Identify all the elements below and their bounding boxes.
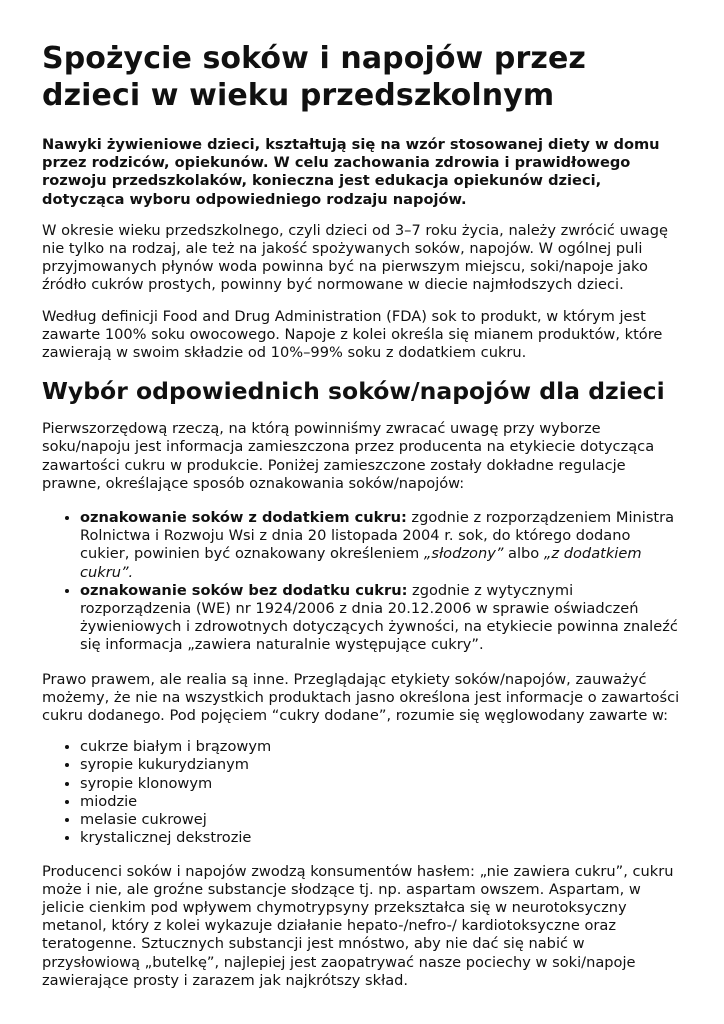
term-without-sugar: oznakowanie soków bez dodatku cukru: (80, 581, 408, 599)
desc-without-sugar: zgodnie z wytycznymi rozporządzenia (WE) nr 1924/2006 z dnia 20.12.2006 w sprawie oświadczeń żywieniowych i zdrowotnych dotyczących żywności, na etykiecie powinna znaleźć się informacja „zawiera naturalnie występujące cukry”. (80, 581, 678, 654)
desc-or: albo (503, 545, 544, 563)
list-item: • krystalicznej dekstrozie (80, 829, 682, 847)
lead-paragraph: Nawyki żywieniowe dzieci, kształtują się na wzór stosowanej diety w domu przez rodziców, opiekunów. W celu zachowania zdrowia i prawidłowego rozwoju przedszkolaków, konieczna jest edukacja opiekunów dzieci, dotycząca wyboru odpowiedniego rodzaju napojów. (42, 136, 660, 208)
paragraph-sweeteners: Producenci soków i napojów zwodzą konsumentów hasłem: „nie zawiera cukru”, cukru może i nie, ale groźne substancje słodzące tj. np. aspartam owszem. Aspartam, w jelicie cienkim pod wpływem chymotrypsyny przekształca się w neurotoksyczny metanol, który z kolei wykazuje działanie hepato-/nefro-/ kardiotoksyczne oraz teratogenne. Sztucznych substancji jest mnóstwo, aby nie dać się nabić w przysłowiową „butelkę”, najlepiej jest zaopatrywać nasze pociechy w soki/napoje zawierające prosty i zarazem jak najkrótszy skład. (42, 862, 674, 989)
label-sweetened: „słodzony” (423, 545, 504, 563)
article-title: Spożycie soków i napojów przez dzieci w wieku przedszkolnym (42, 41, 586, 113)
list-item: • miodzie (80, 793, 682, 811)
list-item: • syropie kukurydzianym (80, 756, 682, 774)
list-item-with-sugar (80, 509, 682, 582)
paragraph-age-group: W okresie wieku przedszkolnego, czyli dzieci od 3–7 roku życia, należy zwrócić uwagę nie tylko na rodzaj, ale też na jakość spożywanych soków, napojów. W ogólnej puli przyjmowanych płynów woda powinna być na pierwszym miejscu, soki/napoje jako źródło cukrów prostych, powinny być normowane w diecie najmłodszych dzieci. (42, 221, 668, 294)
label-added-sugar: „z dodatkiem cukru”. (80, 545, 642, 581)
list-item: • syropie klonowym (80, 775, 682, 793)
added-sugars-list (42, 738, 682, 847)
list-item: • melasie cukrowej (80, 811, 682, 829)
paragraph-fda-definition: Według definicji Food and Drug Administration (FDA) sok to produkt, w którym jest zawarte 100% soku owocowego. Napoje z kolei określa się mianem produktów, które zawierają w swoim składzie od 10%–99% soku z dodatkiem cukru. (42, 307, 663, 362)
desc-with-sugar: zgodnie z rozporządzeniem Ministra Rolnictwa i Rozwoju Wsi z dnia 20 listopada 2004 r. sok, do którego dodano cukier, powinien być oznakowany określeniem (80, 509, 675, 563)
list-item: • cukrze białym i brązowym (80, 738, 682, 756)
paragraph-label-info: Pierwszorzędową rzeczą, na którą powinniśmy zwracać uwagę przy wyborze soku/napoju jest informacja zamieszczona przez producenta na etykiecie dotycząca zawartości cukru w produkcie. Poniżej zamieszczone zostały dokładne regulacje prawne, określające sposób oznakowania soków/napojów: (42, 420, 655, 492)
term-with-sugar: oznakowanie soków z dodatkiem cukru: (80, 509, 407, 527)
section-heading-choice: Wybór odpowiednich soków/napojów dla dzieci (42, 377, 665, 406)
list-item-without-sugar (80, 582, 682, 655)
paragraph-reality: Prawo prawem, ale realia są inne. Przeglądając etykiety soków/napojów, zauważyć możemy, że nie na wszystkich produktach jasno określona jest informacje o zawartości cukru dodanego. Pod pojęciem “cukry dodane”, rozumie się węglowodany zawarte w: (42, 670, 680, 725)
labeling-rules-list (42, 509, 682, 655)
